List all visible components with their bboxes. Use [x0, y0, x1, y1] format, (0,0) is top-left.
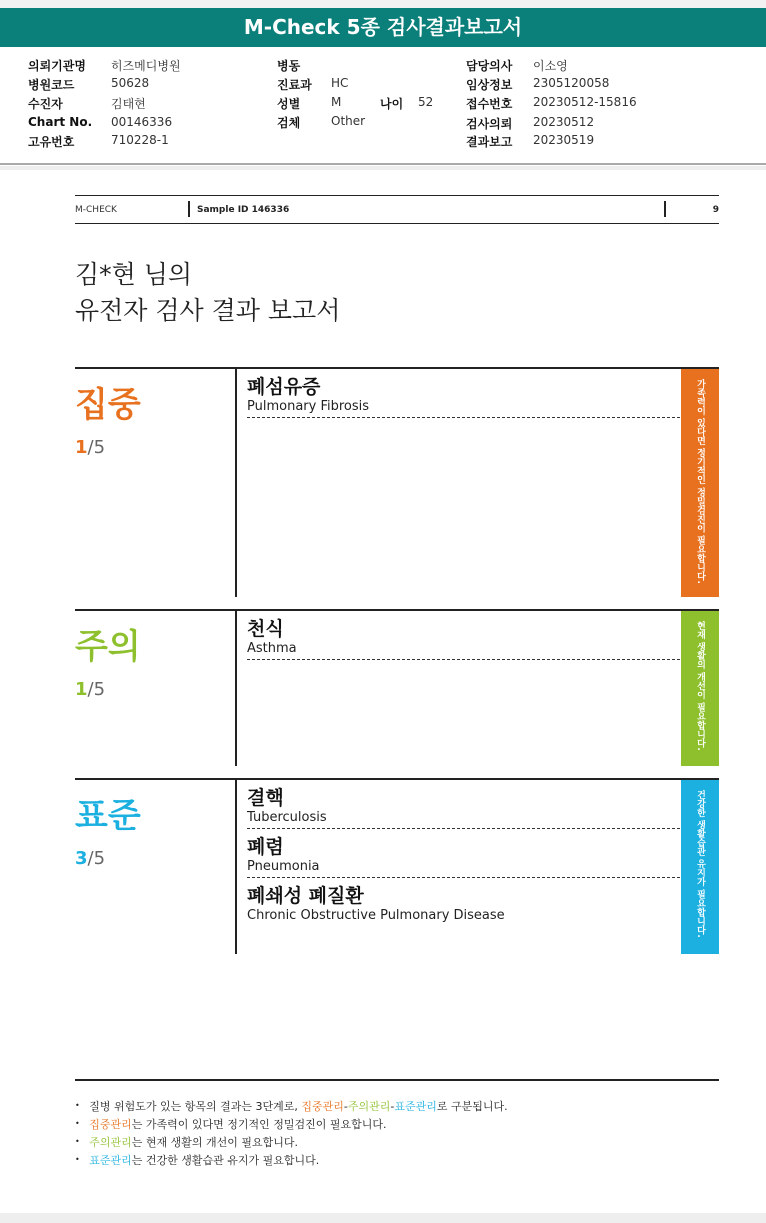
clinical-label: 임상정보: [466, 78, 513, 92]
disease-name-en: Asthma: [247, 641, 297, 656]
section-divider: [235, 780, 237, 954]
specimen-value: Other: [331, 114, 366, 128]
note-caution-term: 주의관리: [89, 1136, 132, 1149]
section-divider: [235, 369, 237, 597]
doctor-label: 담당의사: [466, 59, 513, 73]
disease-name-en: Pneumonia: [247, 859, 320, 874]
request-value: 20230512: [533, 115, 595, 129]
sex-label: 성별: [277, 97, 301, 111]
disease-name-ko: 폐섬유증: [247, 376, 321, 398]
note-text: 는 건강한 생활습관 유지가 필요합니다.: [131, 1154, 320, 1167]
disease-list: [247, 617, 680, 666]
sample-id: Sample ID 146336: [197, 205, 290, 215]
disease-item: [247, 786, 680, 829]
disease-name-ko: 폐쇄성 폐질환: [247, 885, 364, 907]
disease-name-ko: 폐렴: [247, 836, 284, 858]
report-label: 결과보고: [466, 135, 513, 149]
note-row: [75, 1098, 508, 1116]
grade-section-focus: [75, 367, 719, 595]
grade-label: 주의: [75, 627, 141, 667]
page-header: [75, 195, 719, 224]
note-standard-term: 표준관리: [89, 1154, 132, 1167]
dept-value: HC: [331, 76, 349, 90]
grade-label: 집중: [75, 385, 141, 425]
page-bottom-bar: [0, 1213, 766, 1223]
note-focus-term: 집중관리: [89, 1118, 132, 1131]
page-title: [75, 257, 340, 329]
note-standard-term: 표준관리: [394, 1100, 437, 1113]
unique-value: 710228-1: [111, 133, 169, 147]
grade-section-standard: [75, 778, 719, 952]
unique-label: 고유번호: [28, 135, 75, 149]
grade-count-number: 3: [75, 848, 88, 869]
chart-label: Chart No.: [28, 115, 93, 129]
patient-info-block: [0, 47, 766, 165]
header-separator: [188, 201, 190, 217]
doctor-value: 이소영: [533, 59, 568, 73]
grade-count-total: /5: [87, 679, 106, 700]
grade-advice-bar: 현재 생활의 개선이 필요합니다.: [681, 611, 719, 766]
note-text: 질병 위험도가 있는 항목의 결과는 3단계로,: [89, 1100, 302, 1113]
legend-notes: [75, 1098, 508, 1170]
grade-count: [75, 679, 105, 700]
title-line-2: 유전자 검사 결과 보고서: [75, 296, 341, 325]
grade-section-caution: [75, 609, 719, 764]
notes-divider: [75, 1079, 719, 1081]
dept-label: 진료과: [277, 78, 312, 92]
disease-item: [247, 835, 680, 878]
disease-item: [247, 375, 680, 418]
disease-item: [247, 884, 680, 926]
note-text: 는 현재 생활의 개선이 필요합니다.: [131, 1136, 298, 1149]
page-number: 9: [712, 205, 719, 215]
grade-count-total: /5: [87, 848, 106, 869]
grade-count: [75, 848, 105, 869]
disease-name-ko: 결핵: [247, 787, 284, 809]
disease-list: [247, 375, 680, 424]
hospital-code-label: 병원코드: [28, 78, 75, 92]
institution-value: 히즈메디병원: [111, 59, 181, 73]
info-divider-shadow: [0, 166, 766, 170]
grade-advice-bar: 건강한 생활습관 유지가 필요합니다.: [681, 780, 719, 954]
page-brand: M-CHECK: [75, 205, 117, 215]
patient-value: 김태현: [111, 97, 146, 111]
grade-count-number: 1: [75, 437, 88, 458]
age-value: 52: [418, 95, 434, 109]
note-row: [75, 1116, 508, 1134]
chart-value: 00146336: [111, 115, 173, 129]
note-caution-term: 주의관리: [347, 1100, 391, 1113]
header-separator: [664, 201, 666, 217]
title-line-1: 김*현 님의: [75, 260, 193, 289]
report-banner-title: M-Check 5종 검사결과보고서: [243, 15, 523, 39]
ward-label: 병동: [277, 59, 301, 73]
disease-name-en: Chronic Obstructive Pulmonary Disease: [247, 908, 505, 923]
grade-count: [75, 437, 105, 458]
report-value: 20230519: [533, 133, 595, 147]
receipt-label: 접수번호: [466, 97, 513, 111]
note-focus-term: 집중관리: [301, 1100, 344, 1113]
disease-list: [247, 786, 680, 932]
note-text: -: [390, 1100, 395, 1113]
report-banner: [0, 0, 766, 47]
patient-label: 수진자: [28, 97, 63, 111]
note-row: [75, 1134, 508, 1152]
section-divider: [235, 611, 237, 766]
request-label: 검사의뢰: [466, 117, 513, 131]
disease-name-ko: 천식: [247, 618, 284, 640]
institution-label: 의뢰기관명: [28, 59, 86, 73]
note-text: -: [343, 1100, 348, 1113]
note-text: 로 구분됩니다.: [436, 1100, 508, 1113]
disease-name-en: Pulmonary Fibrosis: [247, 399, 370, 414]
age-label: 나이: [380, 97, 404, 111]
grade-label: 표준: [75, 796, 141, 836]
hospital-code-value: 50628: [111, 76, 150, 90]
disease-item: [247, 617, 680, 660]
sex-value: M: [331, 95, 342, 109]
info-divider: [0, 163, 766, 165]
clinical-value: 2305120058: [533, 76, 610, 90]
grade-count-total: /5: [87, 437, 106, 458]
grade-advice-bar: 가족력이 있다면 정기적인 정밀검진이 필요합니다.: [681, 369, 719, 597]
grade-count-number: 1: [75, 679, 88, 700]
specimen-label: 검체: [277, 116, 301, 130]
note-row: [75, 1152, 508, 1170]
note-text: 는 가족력이 있다면 정기적인 정밀검진이 필요합니다.: [131, 1118, 387, 1131]
receipt-value: 20230512-15816: [533, 95, 637, 109]
disease-name-en: Tuberculosis: [247, 810, 327, 825]
